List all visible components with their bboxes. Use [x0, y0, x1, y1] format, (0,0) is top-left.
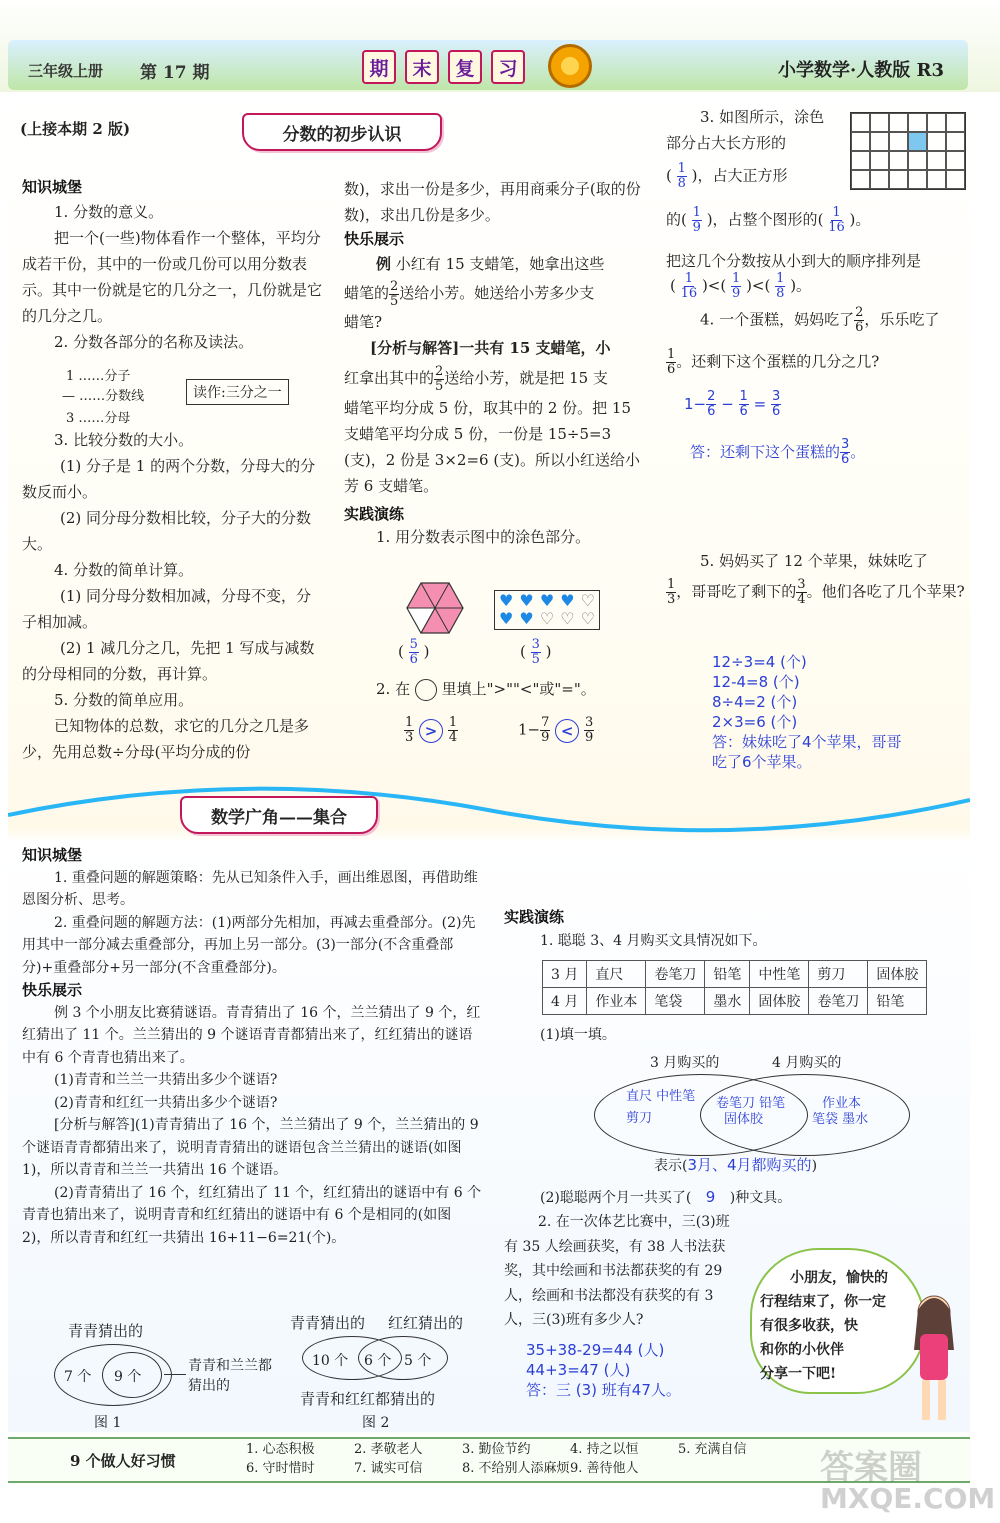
- table-cell: 中性笔: [750, 961, 809, 988]
- venn-item: 卷笔刀 铅笔: [716, 1096, 786, 1111]
- fig1-side-label: 青青和兰兰都猜出的: [188, 1358, 272, 1394]
- example-line2a: 蜡笔的: [344, 284, 390, 302]
- point-3: 3. 比较分数的大小。: [54, 431, 194, 449]
- bubble-line: 有很多收获，快: [760, 1318, 858, 1334]
- hexagon-figure: [406, 582, 464, 634]
- fig1-value-a: 7 个: [64, 1369, 92, 1385]
- point-3a: (1) 分子是 1 的两个分数，分母大的分数反而小。: [22, 457, 316, 501]
- example-tag: 例: [376, 255, 392, 273]
- question-3d: 的( $\frac{1}{9}$ )，占整个图形的( $\frac{1}{16}$ )。: [666, 205, 871, 235]
- fig2-value-c: 5 个: [404, 1353, 432, 1369]
- footer-title: 9 个做人好习惯: [70, 1452, 176, 1470]
- q5-line: 12÷3=4 (个): [712, 653, 807, 671]
- table-cell: 作业本: [587, 988, 646, 1015]
- order-answer: ( $\frac{1}{16}$ )<( $\frac{1}{9}$ )<( $\frac{1}{8}$ )。: [670, 271, 812, 301]
- table-cell: 卷笔刀: [646, 961, 705, 988]
- fill-label: (1)填一填。: [540, 1027, 616, 1043]
- heading-show-2: 快乐展示: [22, 981, 83, 999]
- answer-hearts: ( $\frac{3}{5}$ ): [520, 637, 552, 667]
- legend-answer: 3月、4月都购买的: [687, 1156, 812, 1174]
- point-5: 5. 分数的简单应用。: [54, 691, 194, 709]
- q2-line: 44+3=47 (人): [526, 1361, 631, 1379]
- point-3b: (2) 同分母分数相比较，分子大的分数大。: [22, 509, 312, 553]
- habit-item: 9. 善待他人: [570, 1461, 639, 1476]
- question-2a: 2. 在: [376, 680, 411, 698]
- q5-line: 答：妹妹吃了4个苹果，哥哥: [712, 733, 902, 751]
- bubble-line: 行程结束了，你一定: [760, 1294, 886, 1310]
- fig2-value-b: 6 个: [364, 1353, 392, 1369]
- point-5-text: 已知物体的总数，求它的几分之几是多少，先用总数÷分母(平均分成的份: [22, 717, 310, 761]
- hearts-figure: ♥ ♥ ♥ ♥ ♡ ♥ ♥ ♡ ♡ ♡: [494, 590, 600, 630]
- q4-answer-end: 。: [850, 443, 866, 461]
- sets-example-q2: (2)青青和红红一共猜出多少个谜语?: [54, 1094, 278, 1111]
- question-3a: 3. 如图所示，涂色: [700, 108, 825, 126]
- question-1: 1. 用分数表示图中的涂色部分。: [376, 528, 591, 546]
- table-cell: 固体胶: [750, 988, 809, 1015]
- heading-knowledge-2: 知识城堡: [22, 846, 83, 864]
- question-3g: 把这几个分数按从小到大的顺序排列是: [666, 252, 922, 270]
- venn-item: 固体胶: [724, 1112, 764, 1127]
- habit-item: 7. 诚实可信: [354, 1461, 423, 1476]
- habit-item: 2. 孝敬老人: [354, 1442, 423, 1457]
- q4-answer: 答：还剩下这个蛋糕的 $\frac{3}{6}$ 。: [690, 437, 866, 467]
- calc-equals: =: [753, 395, 767, 413]
- sets-point-2: 2. 重叠问题的解题方法：(1)两部分先相加，再减去重叠部分。(2)先用其中一部分减去重叠部分，再加上另一部分。(3)一部分(不含重叠部分)+重叠部分+另一部分(不含重叠部分)。: [22, 914, 476, 976]
- sets-example-q1: (1)青青和兰兰一共猜出多少个谜语?: [54, 1072, 278, 1088]
- question-3c: ( $\frac{1}{8}$ )，占大正方形: [666, 161, 788, 191]
- question-5b-text: ，哥哥吃了剩下的: [676, 582, 797, 601]
- bubble-line: 小朋友，愉快的: [790, 1270, 888, 1286]
- q1b-text: (2)聪聪两个月一共买了(: [540, 1190, 692, 1206]
- question-2b: 里填上">""<"或"="。: [441, 680, 596, 698]
- point-1: 1. 分数的意义。: [54, 203, 164, 221]
- habit-item: 5. 充满自信: [678, 1442, 747, 1457]
- bubble-line: 和你的小伙伴: [760, 1342, 844, 1358]
- table-cell: 卷笔刀: [809, 988, 868, 1015]
- analysis-line1: [分析与解答]一共有 15 支蜡笔，小: [370, 339, 611, 357]
- question-5c-text: 。他们各吃了几个苹果?: [806, 582, 965, 601]
- continued-note: (上接本期 2 版): [20, 120, 131, 138]
- point-4a: (1) 同分母分数相加减，分母不变，分子相加减。: [22, 587, 312, 631]
- point-2: 2. 分数各部分的名称及读法。: [54, 333, 254, 351]
- lion-mascot-icon: [548, 44, 592, 88]
- heading-knowledge: 知识城堡: [22, 178, 83, 196]
- fig2-bottom-label: 青青和红红都猜出的: [300, 1390, 436, 1408]
- fig1-arrow: [164, 1374, 186, 1375]
- venn-right-items: [812, 1096, 868, 1128]
- question-5b: $\frac{1}{3}$ ，哥哥吃了剩下的 $\frac{3}{4}$ 。他们各吃了几个苹果?: [667, 577, 965, 607]
- venn-left-items: [626, 1086, 695, 1130]
- sets-point-1: 1. 重叠问题的解题策略：先从已知条件入手，画出维恩图，再借助维恩图分析、思考。: [22, 869, 478, 908]
- table-cell: 固体胶: [868, 961, 927, 988]
- q5-line: 吃了6个苹果。: [712, 753, 812, 771]
- q2-line: 35+38-29=44 (人): [526, 1341, 665, 1359]
- fig1-top-label: 青青猜出的: [68, 1322, 144, 1340]
- venn-middle-items: [716, 1096, 785, 1128]
- example-line3: 蜡笔?: [344, 313, 383, 331]
- legend-text: 表示(: [654, 1158, 688, 1174]
- question-3c-text: ，占大正方形: [697, 166, 788, 185]
- sets-left-column: [22, 844, 482, 1249]
- table-cell: 笔袋: [646, 988, 705, 1015]
- q2-work: [526, 1340, 681, 1400]
- question-4c-text: 。还剩下这个蛋糕的几分之几?: [676, 352, 880, 371]
- example-line2b: 送给小芳。她送给小芳多少支: [399, 284, 595, 302]
- q4-calc: 1− $\frac{2}{6}$ − $\frac{1}{6}$ = $\frac{3}{6}$: [684, 389, 781, 419]
- table-cell: 4 月: [543, 988, 587, 1015]
- question-3d-text: 的: [666, 210, 682, 229]
- fraction-2-5: $\frac{2}{5}$: [435, 363, 444, 394]
- compare-answer-1: >: [419, 719, 443, 743]
- table-cell: 墨水: [705, 988, 750, 1015]
- venn-item: 剪刀: [626, 1111, 653, 1126]
- analysis-line3: 蜡笔平均分成 5 份，取其中的 2 份。把 15 支蜡笔平均分成 5 份，一份是 15÷5=3 (支)，2 份是 3×2=6 (支)。所以小红送给小芳 6 支蜡笔。: [344, 399, 641, 495]
- venn-right-title: 4 月购买的: [772, 1055, 842, 1071]
- reading-box: 读作:三分之一: [186, 379, 289, 405]
- tile: 复: [448, 50, 482, 84]
- table-cell: 铅笔: [705, 961, 750, 988]
- sets-question-1: 1. 聪聪 3、4 月购买文具情况如下。: [540, 933, 767, 949]
- watermark-url: MXQE.COM: [820, 1482, 996, 1515]
- venn-item: 作业本: [822, 1096, 862, 1111]
- denominator-label: 3 ……分母: [66, 411, 131, 426]
- question-3e-text: ，占整个图形的: [712, 210, 818, 229]
- question-4a: 4. 一个蛋糕，妈妈吃了 $\frac{2}{6}$ ，乐乐吃了: [700, 305, 940, 335]
- venn-left-title: 3 月购买的: [650, 1055, 720, 1071]
- tile: 期: [362, 50, 396, 84]
- grade-label: 三年级上册: [28, 62, 104, 80]
- grid-figure: [850, 112, 966, 190]
- venn-item: 笔袋 墨水: [812, 1112, 869, 1127]
- q4-answer-text: 答：还剩下这个蛋糕的: [690, 443, 841, 461]
- fig1-value-b: 9 个: [114, 1369, 142, 1385]
- habit-item: 1. 心态积极: [246, 1442, 315, 1457]
- q5-line: 2×3=6 (个): [712, 713, 798, 731]
- fig2-left-label: 青青猜出的: [290, 1314, 366, 1332]
- table-cell: 直尺: [587, 961, 646, 988]
- heading-show: 快乐展示: [344, 230, 405, 248]
- middle-column: [344, 176, 644, 550]
- venn-legend: [654, 1152, 817, 1179]
- habit-item: 8. 不给别人添麻烦: [462, 1461, 570, 1476]
- table-row: [543, 961, 927, 988]
- sets-question-1b: [540, 1184, 791, 1211]
- subject-label: 小学数学·人教版 R3: [778, 60, 945, 81]
- fig2-caption: 图 2: [362, 1415, 390, 1431]
- question-4a-text: 4. 一个蛋糕，妈妈吃了: [700, 310, 855, 329]
- analysis-line2a: 红拿出其中的: [344, 369, 435, 387]
- fig2-value-a: 10 个: [312, 1353, 349, 1369]
- fig2-right-label: 红红猜出的: [388, 1314, 464, 1332]
- heading-practice: 实践演练: [344, 505, 405, 523]
- heading-practice-2: 实践演练: [504, 908, 565, 926]
- lt-sign: )<(: [701, 276, 727, 295]
- analysis-line2b: 送给小芳，就是把 15 支: [444, 369, 608, 387]
- q1b-answer: 9: [705, 1188, 716, 1206]
- q2-text: 2. 在一次体艺比赛中，三(3)班有 35 人绘画获奖，有 38 人书法获奖，其中绘画和书法都获奖的有 29 人，绘画和书法都没有获奖的有 3 人，三(3)班有多少人?: [504, 1214, 730, 1328]
- question-2: [376, 676, 596, 702]
- compare-1: $\frac{1}{3}$ > $\frac{1}{4}$: [405, 715, 458, 745]
- venn-item: 直尺 中性笔: [626, 1089, 696, 1104]
- watermark-text: 答案圈: [820, 1448, 922, 1488]
- calc-one-minus: 1−: [684, 395, 707, 413]
- compare-2: 1− $\frac{7}{9}$ < $\frac{3}{9}$: [518, 715, 594, 745]
- point-4b: (2) 1 减几分之几，先把 1 写成与减数的分母相同的分数，再计算。: [22, 639, 315, 683]
- question-3f-text: 。: [855, 210, 871, 229]
- bubble-line: 分享一下吧!: [760, 1366, 837, 1382]
- section-title: 分数的初步认识: [242, 113, 442, 151]
- fraction-line-label: — ……分数线: [62, 389, 145, 404]
- question-3b: 部分占大长方形的: [666, 134, 787, 152]
- one-minus: 1−: [518, 720, 541, 739]
- tile: 末: [405, 50, 439, 84]
- fraction-2-5: $\frac{2}{5}$: [390, 278, 399, 309]
- numerator-label: 1 ……分子: [66, 369, 131, 384]
- sets-analysis-2: (2)青青猜出了 16 个，红红猜出了 11 个，红红猜出的谜语中有 6 个青青也猜出来了，说明青青和红红猜出的谜语中有 6 个是相同的(如图 2)，所以青青和红红一共猜出 16+11−6=21(个)。: [22, 1184, 482, 1246]
- table-row: [543, 988, 927, 1015]
- q5-line: 12-4=8 (个): [712, 673, 800, 691]
- calc-minus: −: [721, 395, 734, 413]
- question-4b-text: ，乐乐吃了: [864, 310, 940, 329]
- review-tiles: [362, 50, 525, 84]
- point-4: 4. 分数的简单计算。: [54, 561, 194, 579]
- footer-habits: [246, 1440, 786, 1478]
- girl-illustration-icon: [900, 1290, 966, 1430]
- legend-close: ): [811, 1158, 818, 1174]
- point-5-cont: 数)，求出一份是多少，再用商乘分子(取的份数)，求出几份是多少。: [344, 180, 641, 224]
- compare-answer-2: <: [555, 719, 579, 743]
- habit-item: 4. 持之以恒: [570, 1442, 639, 1457]
- point-1-text: 把一个(一些)物体看作一个整体，平均分成若干份，其中的一份或几份可以用分数表示。其中一份就是它的几分之一，几份就是它的几分之几。: [22, 229, 323, 325]
- q1b-end: )种文具。: [729, 1190, 792, 1206]
- sets-example: 例 3 个小朋友比赛猜谜语。青青猜出了 16 个，兰兰猜出了 9 个，红红猜出了 11 个。兰兰猜出的 9 个谜语青青都猜出来了，红红猜出的谜语中有 6 个青青也猜出来了。: [22, 1004, 481, 1066]
- fig1-caption: 图 1: [94, 1415, 122, 1431]
- q5-line: 8÷4=2 (个): [712, 693, 798, 711]
- fraction-parts: [22, 363, 324, 427]
- example-line1: 小红有 15 支蜡笔，她拿出这些: [395, 255, 605, 273]
- sets-analysis-1: [分析与解答](1)青青猜出了 16 个，兰兰猜出了 9 个，兰兰猜出的 9 个谜语青青都猜出来了，说明青青猜出的谜语包含兰兰猜出的谜语(如图 1)，所以青青和兰兰一共猜出 16 个谜语。: [22, 1117, 479, 1178]
- answer-hexagon: ( $\frac{5}{6}$ ): [398, 637, 430, 667]
- purchase-table: [542, 960, 927, 1015]
- habit-item: 3. 勤俭节约: [462, 1442, 531, 1457]
- table-cell: 3 月: [543, 961, 587, 988]
- issue-label: 第 17 期: [140, 63, 210, 83]
- question-4c: $\frac{1}{6}$ 。还剩下这个蛋糕的几分之几?: [667, 347, 880, 377]
- question-5a: 5. 妈妈买了 12 个苹果，妹妹吃了: [700, 552, 928, 570]
- table-cell: 剪刀: [809, 961, 868, 988]
- q2-line: 答：三 (3) 班有47人。: [526, 1381, 681, 1399]
- lt-sign: )<(: [746, 276, 771, 295]
- q5-work: [712, 652, 902, 772]
- table-cell: 铅笔: [868, 988, 927, 1015]
- habit-item: 6. 守时惜时: [246, 1461, 315, 1476]
- tile: 习: [491, 50, 525, 84]
- section-title-sets: 数学广角——集合: [180, 796, 378, 834]
- knowledge-column: [22, 176, 324, 765]
